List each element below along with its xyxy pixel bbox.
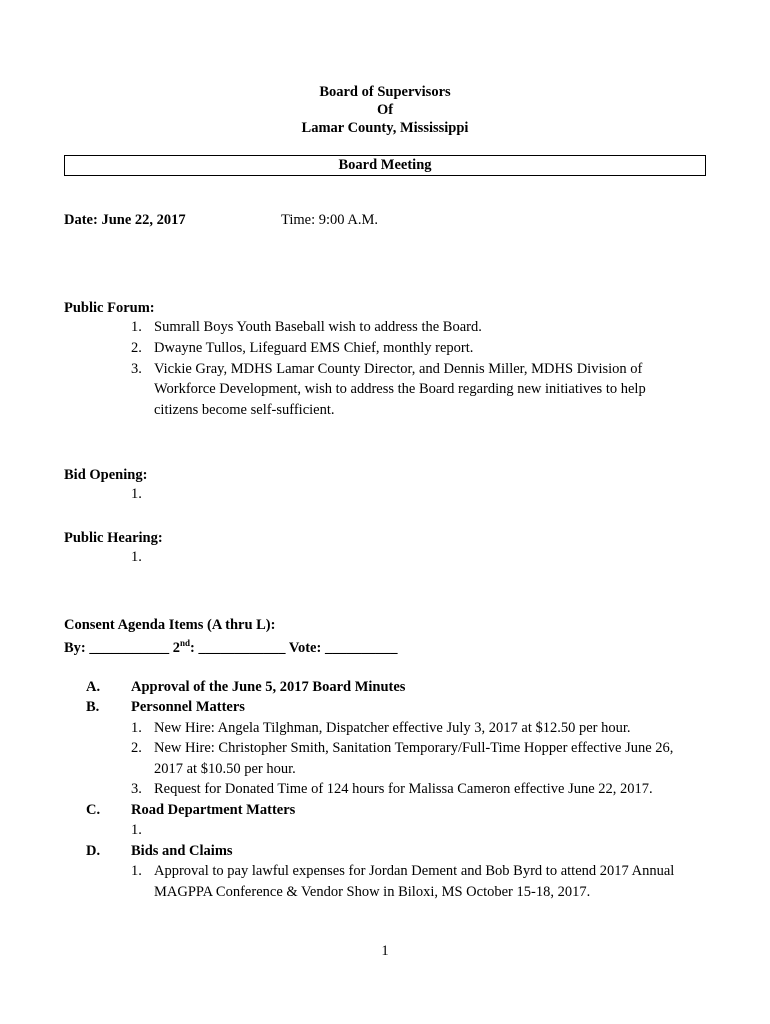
public-hearing-heading: Public Hearing:	[64, 530, 163, 546]
section-item-text: Approval to pay lawful expenses for Jordan Dement and Bob Byrd to attend 2017 Annual	[154, 863, 675, 879]
public-forum-item-text: Workforce Development, wish to address the Board regarding new initiatives to help	[154, 381, 646, 397]
public-forum-item-text: citizens become self-sufficient.	[154, 402, 335, 418]
section-item-text: New Hire: Angela Tilghman, Dispatcher effective July 3, 2017 at $12.50 per hour.	[154, 720, 631, 736]
meeting-time: Time: 9:00 A.M.	[281, 212, 378, 228]
page-number: 1	[381, 943, 389, 959]
public-forum-item-num: 2.	[131, 340, 142, 356]
header-line-1: Board of Supervisors	[319, 84, 451, 100]
section-letter: D.	[86, 843, 101, 859]
bid-opening-item: 1.	[131, 486, 142, 502]
meeting-title: Board Meeting	[338, 157, 432, 173]
section-letter: A.	[86, 679, 101, 695]
section-title: Personnel Matters	[131, 699, 245, 715]
section-title: Approval of the June 5, 2017 Board Minutes	[131, 679, 406, 695]
section-item-text: 2017 at $10.50 per hour.	[154, 761, 296, 777]
section-item-text: New Hire: Christopher Smith, Sanitation Temporary/Full-Time Hopper effective June 26,	[154, 740, 674, 756]
meeting-title-box	[64, 155, 706, 176]
consent-by: By: ___________ 2	[64, 639, 180, 656]
header-line-3: Lamar County, Mississippi	[301, 120, 469, 136]
section-item-num: 2.	[131, 740, 142, 756]
consent-vote-line	[64, 638, 397, 657]
section-item-num: 1.	[131, 720, 142, 736]
public-forum-heading: Public Forum:	[64, 300, 155, 316]
section-item-text: MAGPPA Conference & Vendor Show in Biloxi, MS October 15-18, 2017.	[154, 884, 591, 900]
consent-after-nd: : ____________ Vote: __________	[190, 639, 398, 656]
section-letter: C.	[86, 802, 101, 818]
section-title: Bids and Claims	[131, 843, 233, 859]
public-forum-item-text: Vickie Gray, MDHS Lamar County Director, and Dennis Miller, MDHS Division of	[154, 361, 643, 377]
consent-nd: nd	[180, 638, 191, 648]
section-letter: B.	[86, 699, 100, 715]
section-item-num: 3.	[131, 781, 142, 797]
public-forum-item-text: Dwayne Tullos, Lifeguard EMS Chief, monthly report.	[154, 340, 474, 356]
public-hearing-item: 1.	[131, 549, 142, 565]
meeting-date: Date: June 22, 2017	[64, 212, 186, 228]
section-item-text: Request for Donated Time of 124 hours for Malissa Cameron effective June 22, 2017.	[154, 781, 653, 797]
public-forum-item-num: 1.	[131, 319, 142, 335]
bid-opening-heading: Bid Opening:	[64, 467, 148, 483]
section-title: Road Department Matters	[131, 802, 296, 818]
consent-agenda-heading: Consent Agenda Items (A thru L):	[64, 617, 276, 633]
public-forum-item-text: Sumrall Boys Youth Baseball wish to address the Board.	[154, 319, 482, 335]
section-item-num: 1.	[131, 822, 142, 838]
public-forum-item-num: 3.	[131, 361, 142, 377]
header-line-2: Of	[376, 102, 394, 118]
section-item-num: 1.	[131, 863, 142, 879]
